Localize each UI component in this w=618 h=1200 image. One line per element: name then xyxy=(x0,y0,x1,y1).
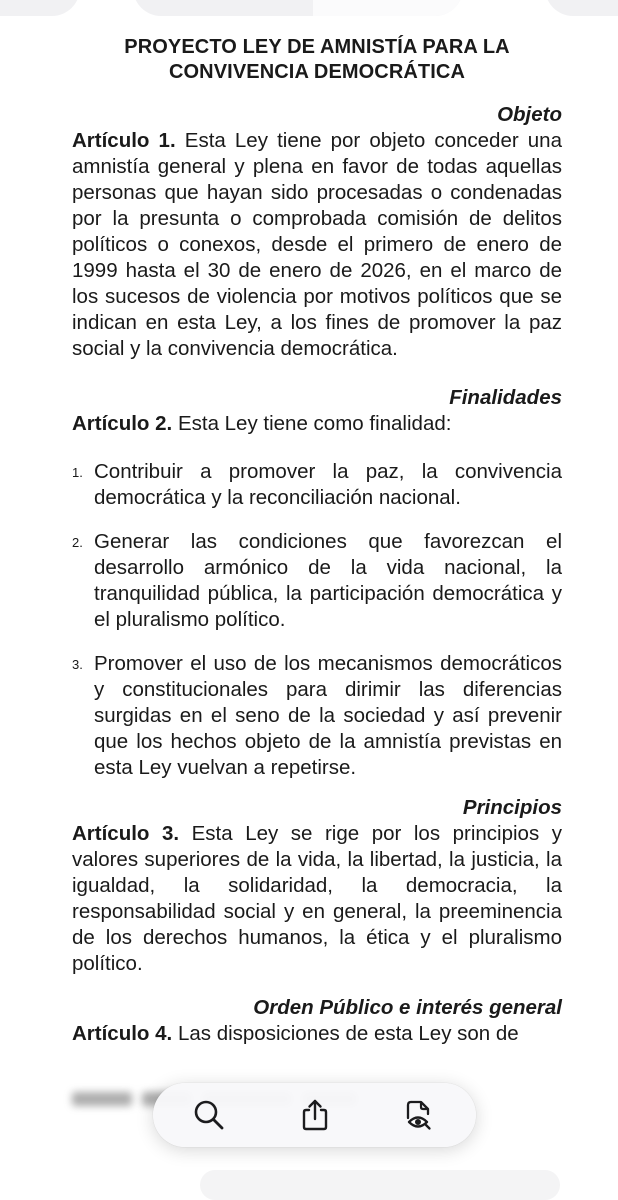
list-item-number: 3. xyxy=(72,657,83,672)
article-2-label: Artículo 2. xyxy=(72,412,173,435)
list-item xyxy=(72,529,562,633)
title-line-2: CONVIVENCIA DEMOCRÁTICA xyxy=(168,61,465,83)
list-item xyxy=(72,459,562,511)
visual-lookup-icon xyxy=(402,1098,436,1132)
list-item-number: 1. xyxy=(72,465,83,480)
bottom-toolbar xyxy=(153,1083,476,1147)
search-icon xyxy=(192,1098,226,1132)
article-4 xyxy=(72,1021,562,1047)
top-center-control[interactable] xyxy=(133,0,463,16)
article-4-label: Artículo 4. xyxy=(72,1022,173,1045)
list-item-text: Generar las condiciones que favorezcan el desarrollo armónico de la vida nacional, la tranquilidad pública, la participación democrática y el pluralismo político. xyxy=(94,530,562,631)
list-item-text: Promover el uso de los mecanismos democráticos y constitucionales para dirimir las diferencias surgidas en el seno de la sociedad y así prevenir que los hechos objeto de la amnistía previstas en esta Ley vuelvan a repetirse. xyxy=(94,652,562,779)
section-heading-orden-publico: Orden Público e interés general xyxy=(253,996,562,1019)
visual-lookup-button[interactable] xyxy=(399,1095,439,1135)
top-right-control[interactable] xyxy=(545,0,618,16)
section-heading-finalidades: Finalidades xyxy=(449,386,562,409)
bottom-bar-background xyxy=(200,1170,560,1200)
article-3 xyxy=(72,821,562,977)
document-title xyxy=(72,35,562,85)
article-3-label: Artículo 3. xyxy=(72,822,180,845)
top-left-control[interactable] xyxy=(0,0,80,16)
title-line-1: PROYECTO LEY DE AMNISTÍA PARA LA xyxy=(124,36,510,58)
article-3-text: Esta Ley se rige por los principios y valores superiores de la vida, la libertad, la justicia, la igualdad, la solidaridad, la democracia, la responsabilidad social y en general, la preeminencia de los derechos humanos, la ética y el pluralismo político. xyxy=(72,822,562,975)
finalidades-list xyxy=(72,459,562,781)
search-button[interactable] xyxy=(189,1095,229,1135)
article-4-text: Las disposiciones de esta Ley son de xyxy=(172,1022,519,1045)
list-item-number: 2. xyxy=(72,535,83,550)
article-2 xyxy=(72,411,562,437)
share-button[interactable] xyxy=(295,1095,335,1135)
article-2-text: Esta Ley tiene como finalidad: xyxy=(172,412,452,435)
share-icon xyxy=(298,1098,332,1132)
list-item xyxy=(72,651,562,781)
section-heading-principios: Principios xyxy=(462,796,562,819)
document-image xyxy=(72,35,562,1047)
list-item-text: Contribuir a promover la paz, la convivencia democrática y la reconciliación nacional. xyxy=(94,460,562,509)
article-1-label: Artículo 1. xyxy=(72,129,176,152)
article-1 xyxy=(72,128,562,362)
section-heading-objeto: Objeto xyxy=(497,103,562,126)
article-1-text: Esta Ley tiene por objeto conceder una amnistía general y plena en favor de todas aquellas personas que hayan sido procesadas o condenadas por la presunta o comprobada comisión de delitos políticos o conexos, desde el primero de enero de 1999 hasta el 30 de enero de 2026, en el marco de los sucesos de violencia por motivos políticos que se indican en esta Ley, a los fines de promover la paz social y la convivencia democrática. xyxy=(72,129,562,360)
